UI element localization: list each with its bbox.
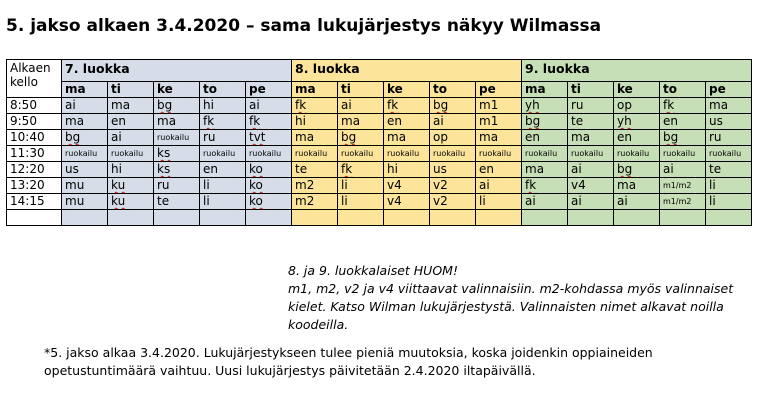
lesson-cell (476, 178, 522, 194)
lesson-cell (568, 98, 614, 114)
lesson-subject: ku (111, 194, 126, 208)
lesson-subject: ma (525, 162, 545, 176)
lesson-cell (62, 114, 108, 130)
lesson-cell (338, 146, 384, 162)
lesson-subject: en (387, 114, 402, 128)
lesson-subject: ruokailu (295, 149, 328, 158)
lesson-cell (108, 194, 154, 210)
lesson-subject: ma (709, 98, 729, 112)
weekday-header: to (430, 82, 476, 98)
lesson-cell (614, 162, 660, 178)
lesson-cell (660, 210, 706, 226)
lesson-cell (338, 98, 384, 114)
lesson-subject: ruokailu (709, 149, 742, 158)
lesson-cell (246, 194, 292, 210)
lesson-cell (614, 210, 660, 226)
lesson-cell (292, 210, 338, 226)
lesson-subject: mu (65, 178, 85, 192)
lesson-cell (384, 178, 430, 194)
lesson-subject: ai (479, 178, 490, 192)
lesson-row (7, 130, 752, 146)
weekday-header: to (200, 82, 246, 98)
weekday-header: to (660, 82, 706, 98)
lesson-cell (614, 114, 660, 130)
lesson-cell (292, 98, 338, 114)
lesson-subject: bg (157, 98, 173, 112)
lesson-cell (108, 98, 154, 114)
lesson-cell (568, 130, 614, 146)
lesson-subject: li (479, 194, 486, 208)
lesson-subject: ruokailu (157, 133, 190, 142)
weekday-header: ti (568, 82, 614, 98)
lesson-cell (62, 194, 108, 210)
lesson-cell (476, 162, 522, 178)
lesson-subject: ruokailu (525, 149, 558, 158)
lesson-subject: m1 (479, 114, 499, 128)
lesson-cell (706, 98, 752, 114)
lesson-subject: ruokailu (111, 149, 144, 158)
lesson-subject: v2 (433, 194, 448, 208)
lesson-subject: ai (663, 162, 674, 176)
lesson-cell (706, 162, 752, 178)
lesson-cell (108, 130, 154, 146)
lesson-cell (246, 130, 292, 146)
lesson-subject: ru (571, 98, 584, 112)
lesson-cell (384, 114, 430, 130)
lesson-cell (614, 130, 660, 146)
lesson-cell (614, 98, 660, 114)
lesson-cell (246, 162, 292, 178)
lesson-subject: fk (387, 98, 399, 112)
lesson-cell (568, 210, 614, 226)
lesson-cell (430, 194, 476, 210)
lesson-subject: ai (525, 194, 536, 208)
lesson-cell (430, 114, 476, 130)
lesson-subject: m1/m2 (663, 197, 692, 206)
lesson-cell (706, 130, 752, 146)
lesson-cell (476, 194, 522, 210)
lesson-cell (522, 162, 568, 178)
lesson-cell (292, 162, 338, 178)
lesson-cell (292, 114, 338, 130)
lesson-subject: us (65, 162, 79, 176)
lesson-subject: us (709, 114, 723, 128)
lesson-cell (476, 146, 522, 162)
lesson-cell (246, 114, 292, 130)
start-time: 10:40 (7, 130, 62, 146)
lesson-subject: tvt (249, 130, 266, 144)
lesson-cell (660, 146, 706, 162)
start-time: 9:50 (7, 114, 62, 130)
lesson-cell (154, 210, 200, 226)
weekday-header: ti (108, 82, 154, 98)
lesson-subject: ks (157, 146, 171, 160)
lesson-subject: en (203, 162, 218, 176)
lesson-cell (660, 194, 706, 210)
lesson-cell (568, 146, 614, 162)
grade-header-7: 7. luokka (62, 60, 292, 82)
lesson-cell (200, 114, 246, 130)
lesson-cell (200, 162, 246, 178)
lesson-cell (200, 178, 246, 194)
lesson-subject: te (571, 114, 584, 128)
lesson-subject: ai (571, 162, 582, 176)
note-heading: 8. ja 9. luokkalaiset HUOM! (288, 263, 458, 278)
lesson-cell (154, 162, 200, 178)
lesson-cell (430, 146, 476, 162)
lesson-cell (476, 114, 522, 130)
lesson-subject: hi (203, 98, 214, 112)
lesson-subject: li (341, 194, 348, 208)
lesson-subject: bg (663, 130, 679, 144)
lesson-cell (522, 210, 568, 226)
weekday-header: pe (706, 82, 752, 98)
lesson-subject: op (433, 130, 448, 144)
lesson-cell (384, 98, 430, 114)
lesson-subject: fk (249, 114, 261, 128)
lesson-cell (62, 130, 108, 146)
lesson-cell (660, 98, 706, 114)
lesson-subject: ai (341, 98, 352, 112)
lesson-cell (108, 114, 154, 130)
lesson-subject: hi (387, 162, 398, 176)
elective-note (288, 262, 768, 334)
lesson-cell (246, 210, 292, 226)
lesson-subject: v2 (433, 178, 448, 192)
lesson-cell (522, 130, 568, 146)
lesson-subject: ko (249, 178, 263, 192)
lesson-cell (246, 146, 292, 162)
lesson-subject: ma (387, 130, 407, 144)
lesson-row (7, 210, 752, 226)
lesson-subject: ruokailu (571, 149, 604, 158)
footer-note: *5. jakso alkaa 3.4.2020. Lukujärjestykseen tulee pieniä muutoksia, koska joidenkin oppiaineiden opetustuntimäärä vaihtuu. Uusi lukujärjestys päivitetään 2.4.2020 iltapäivällä. (44, 345, 653, 378)
lesson-subject: yh (617, 114, 632, 128)
lesson-cell (660, 130, 706, 146)
lesson-cell (154, 178, 200, 194)
lesson-cell (338, 194, 384, 210)
lesson-cell (62, 98, 108, 114)
lesson-subject: ma (479, 130, 499, 144)
lesson-cell (154, 130, 200, 146)
lesson-subject: ma (65, 114, 85, 128)
lesson-subject: ai (571, 194, 582, 208)
lesson-cell (108, 162, 154, 178)
lesson-subject: ruokailu (387, 149, 420, 158)
lesson-cell (154, 98, 200, 114)
lesson-subject: ma (111, 98, 131, 112)
lesson-cell (292, 178, 338, 194)
lesson-subject: te (295, 162, 308, 176)
lesson-cell (568, 194, 614, 210)
lesson-subject: us (433, 162, 447, 176)
lesson-cell (660, 178, 706, 194)
lesson-subject: v4 (571, 178, 586, 192)
weekday-header: ma (292, 82, 338, 98)
lesson-subject: bg (341, 130, 357, 144)
lesson-subject: te (157, 194, 170, 208)
lesson-subject: v4 (387, 178, 402, 192)
lesson-subject: ruokailu (617, 149, 650, 158)
lesson-subject: ai (111, 130, 122, 144)
lesson-subject: ruokailu (479, 149, 512, 158)
lesson-cell (430, 210, 476, 226)
start-time-header-line: Alkaen (10, 61, 51, 75)
lesson-cell (246, 178, 292, 194)
lesson-cell (384, 162, 430, 178)
lesson-cell (154, 114, 200, 130)
lesson-cell (384, 130, 430, 146)
lesson-subject: ko (249, 162, 263, 176)
lesson-subject: ruokailu (341, 149, 374, 158)
lesson-cell (706, 194, 752, 210)
lesson-subject: ru (203, 130, 216, 144)
lesson-subject: en (617, 130, 632, 144)
lesson-cell (706, 146, 752, 162)
lesson-cell (706, 178, 752, 194)
lesson-cell (430, 178, 476, 194)
lesson-subject: bg (617, 162, 633, 176)
lesson-row (7, 98, 752, 114)
lesson-row (7, 162, 752, 178)
lesson-subject: ruokailu (249, 149, 282, 158)
lesson-cell (108, 146, 154, 162)
lesson-subject: bg (65, 130, 81, 144)
lesson-cell (614, 194, 660, 210)
lesson-subject: ai (65, 98, 76, 112)
lesson-subject: ruokailu (65, 149, 98, 158)
start-time: 14:15 (7, 194, 62, 210)
lesson-cell (338, 130, 384, 146)
lesson-subject: ma (295, 130, 315, 144)
lesson-subject: te (709, 162, 722, 176)
weekday-header: ke (154, 82, 200, 98)
lesson-subject: m1/m2 (663, 181, 692, 190)
lesson-cell (706, 114, 752, 130)
weekday-header: ke (384, 82, 430, 98)
weekday-header: ti (338, 82, 384, 98)
lesson-cell (200, 98, 246, 114)
lesson-subject: en (111, 114, 126, 128)
lesson-cell (154, 146, 200, 162)
start-time: 8:50 (7, 98, 62, 114)
lesson-subject: m2 (295, 194, 315, 208)
lesson-subject: fk (295, 98, 307, 112)
weekday-header: ma (522, 82, 568, 98)
grade-header-row (7, 60, 752, 82)
start-time: 12:20 (7, 162, 62, 178)
lesson-cell (476, 130, 522, 146)
lesson-subject: ai (249, 98, 260, 112)
lesson-subject: ma (617, 178, 637, 192)
lesson-cell (384, 194, 430, 210)
lesson-cell (660, 162, 706, 178)
start-time: 11:30 (7, 146, 62, 162)
lesson-cell (62, 210, 108, 226)
lesson-cell (62, 178, 108, 194)
lesson-subject: hi (111, 162, 122, 176)
lesson-cell (338, 210, 384, 226)
lesson-cell (568, 162, 614, 178)
weekday-header: ke (614, 82, 660, 98)
lesson-row (7, 178, 752, 194)
lesson-cell (200, 130, 246, 146)
lesson-cell (108, 210, 154, 226)
lesson-subject: mu (65, 194, 85, 208)
lesson-cell (62, 162, 108, 178)
lesson-cell (568, 114, 614, 130)
lesson-cell (62, 146, 108, 162)
lesson-cell (338, 114, 384, 130)
lesson-subject: ruokailu (663, 149, 696, 158)
lesson-cell (384, 146, 430, 162)
weekday-header-row (7, 82, 752, 98)
start-time (7, 210, 62, 226)
grade-header-9: 9. luokka (522, 60, 752, 82)
lesson-cell (522, 194, 568, 210)
lesson-subject: ko (249, 194, 263, 208)
lesson-subject: li (341, 178, 348, 192)
lesson-cell (430, 130, 476, 146)
start-time: 13:20 (7, 178, 62, 194)
start-time-header-line: kello (10, 75, 38, 89)
page-title: 5. jakso alkaen 3.4.2020 – sama lukujärjestys näkyy Wilmassa (6, 16, 602, 36)
lesson-subject: ru (709, 130, 722, 144)
lesson-cell (154, 194, 200, 210)
lesson-subject: fk (203, 114, 215, 128)
lesson-subject: ma (157, 114, 177, 128)
lesson-subject: ai (433, 114, 444, 128)
lesson-cell (568, 178, 614, 194)
lesson-cell (246, 98, 292, 114)
lesson-subject: v4 (387, 194, 402, 208)
lesson-cell (108, 178, 154, 194)
schedule-table (6, 59, 752, 226)
grade-header-8: 8. luokka (292, 60, 522, 82)
lesson-subject: li (709, 178, 716, 192)
lesson-cell (476, 98, 522, 114)
lesson-cell (430, 98, 476, 114)
lesson-subject: ku (111, 178, 126, 192)
lesson-cell (292, 130, 338, 146)
lesson-row (7, 146, 752, 162)
weekday-header: pe (246, 82, 292, 98)
lesson-subject: bg (433, 98, 449, 112)
lesson-subject: bg (525, 114, 541, 128)
lesson-cell (384, 210, 430, 226)
lesson-cell (200, 210, 246, 226)
lesson-subject: ma (571, 130, 591, 144)
weekday-header: ma (62, 82, 108, 98)
lesson-cell (522, 178, 568, 194)
lesson-subject: ruokailu (203, 149, 236, 158)
lesson-subject: en (479, 162, 494, 176)
lesson-cell (338, 162, 384, 178)
lesson-subject: ks (157, 162, 171, 176)
lesson-subject: ru (157, 178, 170, 192)
lesson-subject: hi (295, 114, 306, 128)
lesson-cell (614, 146, 660, 162)
lesson-subject: fk (663, 98, 675, 112)
start-time-header (7, 60, 62, 98)
lesson-subject: op (617, 98, 632, 112)
lesson-subject: yh (525, 98, 540, 112)
lesson-subject: ma (341, 114, 361, 128)
lesson-subject: en (663, 114, 678, 128)
lesson-subject: fk (341, 162, 353, 176)
lesson-cell (430, 162, 476, 178)
lesson-row (7, 194, 752, 210)
lesson-subject: en (525, 130, 540, 144)
lesson-cell (292, 194, 338, 210)
lesson-cell (200, 194, 246, 210)
note-body: m1, m2, v2 ja v4 viittaavat valinnaisiin. m2-kohdassa myös valinnaiset kielet. Katso Wilman lukujärjestystä. Valinnaisten nimet alkavat noilla koodeilla. (288, 281, 734, 332)
lesson-cell (338, 178, 384, 194)
lesson-subject: li (709, 194, 716, 208)
lesson-subject: li (203, 194, 210, 208)
lesson-cell (292, 146, 338, 162)
weekday-header: pe (476, 82, 522, 98)
lesson-subject: ai (617, 194, 628, 208)
lesson-subject: m2 (295, 178, 315, 192)
lesson-row (7, 114, 752, 130)
lesson-cell (660, 114, 706, 130)
lesson-cell (522, 98, 568, 114)
lesson-cell (614, 178, 660, 194)
lesson-subject: m1 (479, 98, 499, 112)
lesson-subject: li (203, 178, 210, 192)
lesson-cell (706, 210, 752, 226)
lesson-subject: ruokailu (433, 149, 466, 158)
lesson-subject: fk (525, 178, 537, 192)
lesson-cell (522, 146, 568, 162)
lesson-cell (476, 210, 522, 226)
lesson-cell (200, 146, 246, 162)
lesson-cell (522, 114, 568, 130)
